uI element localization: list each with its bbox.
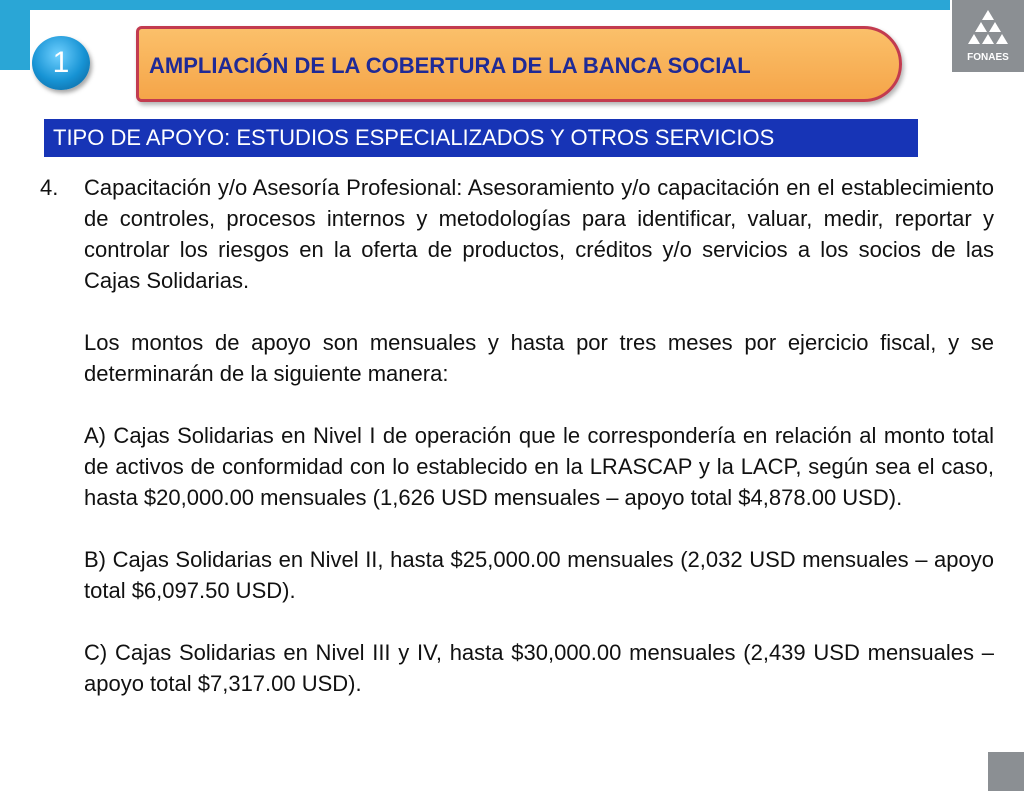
logo-label: FONAES xyxy=(967,52,1009,63)
subtitle: TIPO DE APOYO: ESTUDIOS ESPECIALIZADOS Y OTROS SERVICIOS xyxy=(53,125,775,150)
triangle-pyramid-icon xyxy=(960,8,1016,52)
section-number-badge: 1 xyxy=(32,36,90,90)
left-accent-bar xyxy=(0,0,30,70)
title-banner xyxy=(136,26,902,102)
paragraph-amounts-intro: Los montos de apoyo son mensuales y hasta por tres meses por ejercicio fiscal, y se determinarán de la siguiente manera: xyxy=(84,330,994,386)
body-content xyxy=(40,172,994,699)
list-item xyxy=(40,172,994,699)
corner-decoration xyxy=(988,752,1024,791)
paragraph-description: Capacitación y/o Asesoría Profesional: Asesoramiento y/o capacitación en el establecimiento de controles, procesos internos y metodologías para identificar, valuar, medir, reportar y controlar los riesgos en la oferta de productos, créditos y/o servicios a los socios de las Cajas Solidarias. xyxy=(84,175,994,293)
paragraph-level-2: B) Cajas Solidarias en Nivel II, hasta $25,000.00 mensuales (2,032 USD mensuales – apoyo total $6,097.50 USD). xyxy=(84,547,994,603)
subtitle-bar xyxy=(44,119,918,157)
fonaes-logo xyxy=(952,0,1024,72)
paragraph-level-3-4: C) Cajas Solidarias en Nivel III y IV, hasta $30,000.00 mensuales (2,439 USD mensuales – apoyo total $7,317.00 USD). xyxy=(84,640,994,696)
page-title: AMPLIACIÓN DE LA COBERTURA DE LA BANCA SOCIAL xyxy=(149,53,751,78)
paragraph-level-1: A) Cajas Solidarias en Nivel I de operación que le correspondería en relación al monto total de activos de conformidad con lo establecido en la LRASCAP y la LACP, según sea el caso, hasta $20,000.00 mensuales (1,626 USD mensuales – apoyo total $4,878.00 USD). xyxy=(84,423,994,510)
list-item-number: 4. xyxy=(40,175,59,200)
top-accent-bar xyxy=(0,0,950,10)
